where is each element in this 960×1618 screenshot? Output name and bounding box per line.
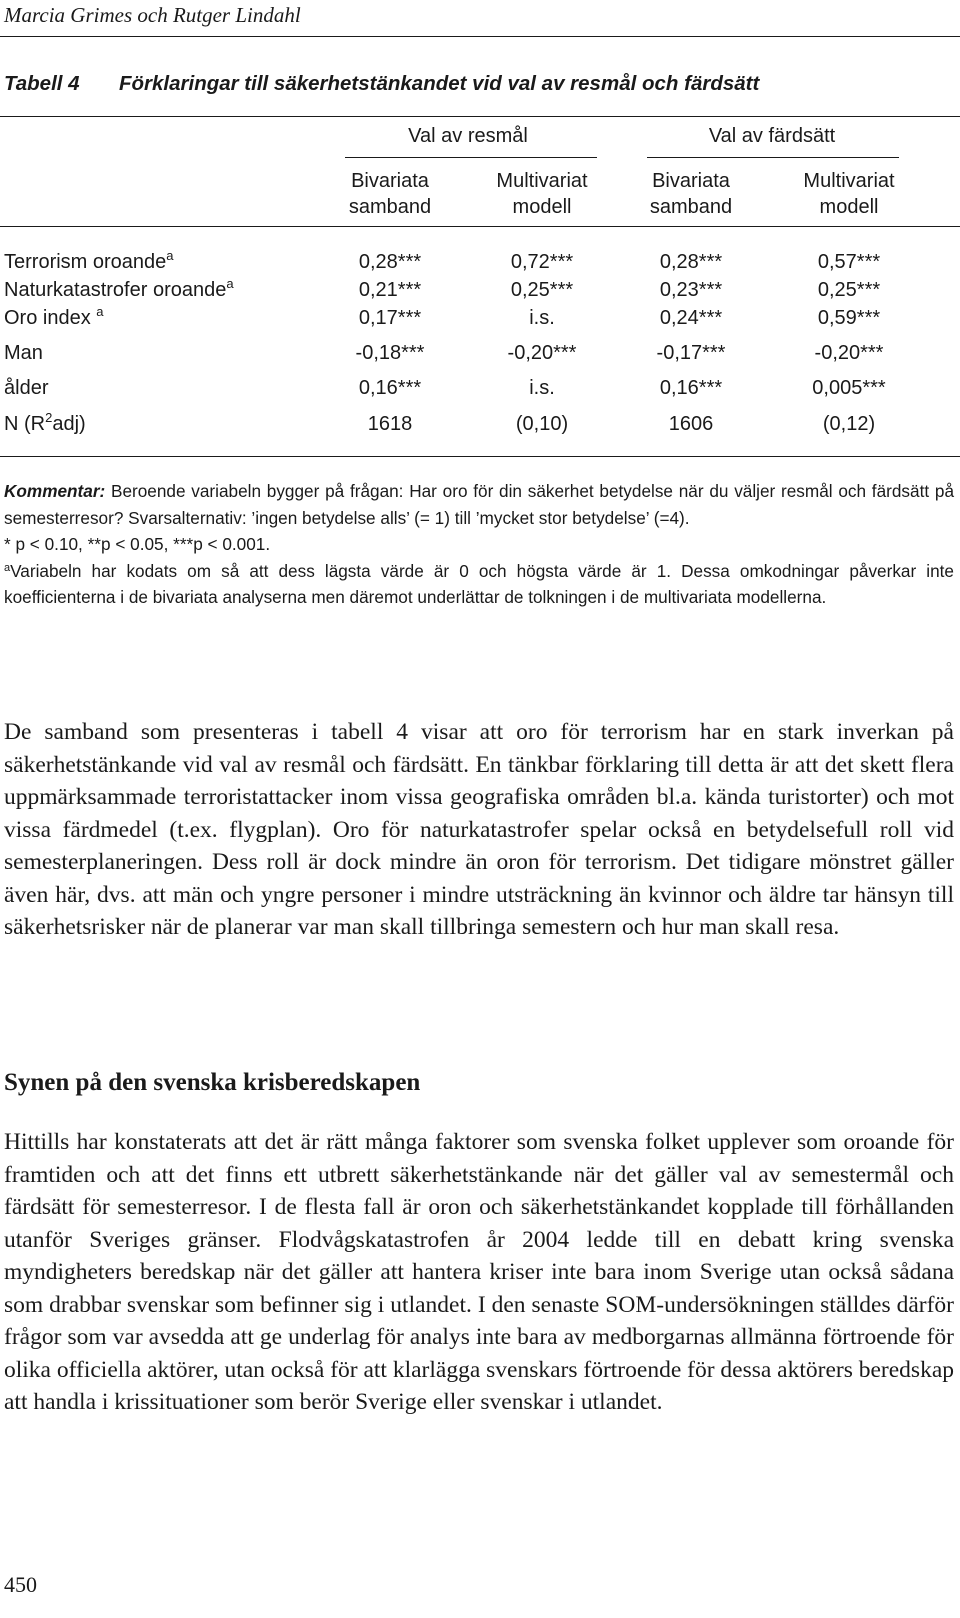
table-cell: 0,17*** xyxy=(358,307,422,329)
column-header: Bivariata samband xyxy=(348,170,432,218)
table-cell: 0,21*** xyxy=(358,279,422,301)
table-cell: 0,28*** xyxy=(659,251,723,273)
table-cell: i.s. xyxy=(529,377,555,399)
comment-label: Kommentar: xyxy=(4,481,106,501)
table-cell: (0,10) xyxy=(515,413,569,435)
row-label: Oro index $^a$ xyxy=(4,304,104,329)
table-number: Tabell 4 xyxy=(4,72,80,95)
group-rule-resmal xyxy=(345,157,597,158)
group-rule-fardsatt xyxy=(647,157,899,158)
table-cell: 0,16*** xyxy=(659,377,723,399)
table-cell: -0,17*** xyxy=(656,342,726,364)
column-header: Multivariat modell xyxy=(803,170,895,218)
table-cell: -0,20*** xyxy=(814,342,884,364)
significance-note: * p < 0.10, **p < 0.05, ***p < 0.001. xyxy=(4,534,271,555)
table-cell: 0,24*** xyxy=(659,307,723,329)
running-head: Marcia Grimes och Rutger Lindahl xyxy=(4,3,301,27)
table-cell: 0,16*** xyxy=(358,377,422,399)
row-label: ålder xyxy=(4,377,49,399)
table-cell: 0,25*** xyxy=(817,279,881,301)
row-label: Terrorism oroande$^a$ xyxy=(4,248,174,273)
section-heading: Synen på den svenska krisberedskapen xyxy=(4,1069,421,1096)
column-header-rule xyxy=(0,226,960,227)
table-cell: 0,59*** xyxy=(817,307,881,329)
table-caption: Förklaringar till säkerhetstänkandet vid val av resmål och färdsätt xyxy=(119,72,760,95)
page-number: 450 xyxy=(4,1572,37,1597)
paragraph: De samband som presenteras i tabell 4 visar att oro för terrorism har en stark inverkan på säkerhetstänkande vid val av resmål och färdsätt. En tänkbar förklaring till detta är att det skett flera uppmärksammade terroristattacker inom vissa geografiska områden bl.a. kända turistorter) och mot vissa färdmedel (t.ex. flygplan). Oro för naturkatastrofer spelar också en betydelsefull roll vid semesterplaneringen. Dess roll är dock mindre än oron för terrorism. Det tidigare mönstret gäller även här, dvs. att män och yngre personer i mindre utsträckning än kvinnor och äldre tar hänsyn till säkerhetsrisker när de planerar var man skall tillbringa semestern och hur man skall resa. xyxy=(4,719,954,940)
table-cell: 1606 xyxy=(668,413,714,435)
table-cell: 0,57*** xyxy=(817,251,881,273)
row-label: Man xyxy=(4,342,43,364)
row-label: N $(R^2adj)$ xyxy=(4,410,86,435)
column-header: Multivariat modell xyxy=(496,170,588,218)
table-cell: 0,25*** xyxy=(510,279,574,301)
table-comment xyxy=(4,478,954,611)
paragraph: Hittills har konstaterats att det är rätt många faktorer som svenska folket upplever som oroande för framtiden och att det finns ett utbrett säkerhetstänkande när det gäller val av semestermål och färdsätt för semesterresor. I de flesta fall är oron och säkerhetstänkandet kopplade till förhållanden utanför Sveriges gränser. Flodvågskatastrofen år 2004 ledde till en debatt kring svenska myndigheters beredskap när det gäller att hantera kriser inte bara inom Sverige utan också sådana som drabbar svenskar som befinner sig i utlandet. I den senaste SOM-undersökningen ställdes därför frågor som var avsedda att ge underlag för analys inte bara av medborgarnas allmänna förtroende för olika officiella aktörer, utan också för att klarlägga svenskars förtroende för dessa aktörers beredskap att handla i krissituationer som berör Sverige eller svenskar i utlandet. xyxy=(4,1129,954,1415)
table-cell: -0,18*** xyxy=(355,342,425,364)
column-header: Bivariata samband xyxy=(649,170,733,218)
footnote: $^a$Variabeln har kodats om så att dess lägsta värde är 0 och högsta värde är 1. Dessa omkodningar påverkar inte koefficienterna i de bivariata analyserna men däremot underlättar de tolkningen i de multivariata modellerna. xyxy=(4,560,954,608)
row-label: Naturkatastrofer oroande$^a$ xyxy=(4,276,234,301)
table-cell: 0,005*** xyxy=(812,377,886,399)
table-cell: i.s. xyxy=(529,307,555,329)
comment-text: Kommentar: Beroende variabeln bygger på frågan: Har oro för din säkerhet betydelse när du väljer resmål och färdsätt på semesterresor? Svarsalternativ: ’ingen betydelse alls’ (= 1) till ’mycket stor betydelse’ (=4). xyxy=(4,481,954,528)
table-bottom-rule xyxy=(0,456,960,457)
table-cell: 0,23*** xyxy=(659,279,723,301)
group-header-fardsatt: Val av färdsätt xyxy=(708,125,836,147)
table-cell: 0,72*** xyxy=(510,251,574,273)
group-header-resmal: Val av resmål xyxy=(408,125,528,147)
results-table xyxy=(0,0,960,460)
table-cell: 1618 xyxy=(367,413,413,435)
table-cell: -0,20*** xyxy=(507,342,577,364)
table-cell: 0,28*** xyxy=(358,251,422,273)
table-cell: (0,12) xyxy=(822,413,876,435)
